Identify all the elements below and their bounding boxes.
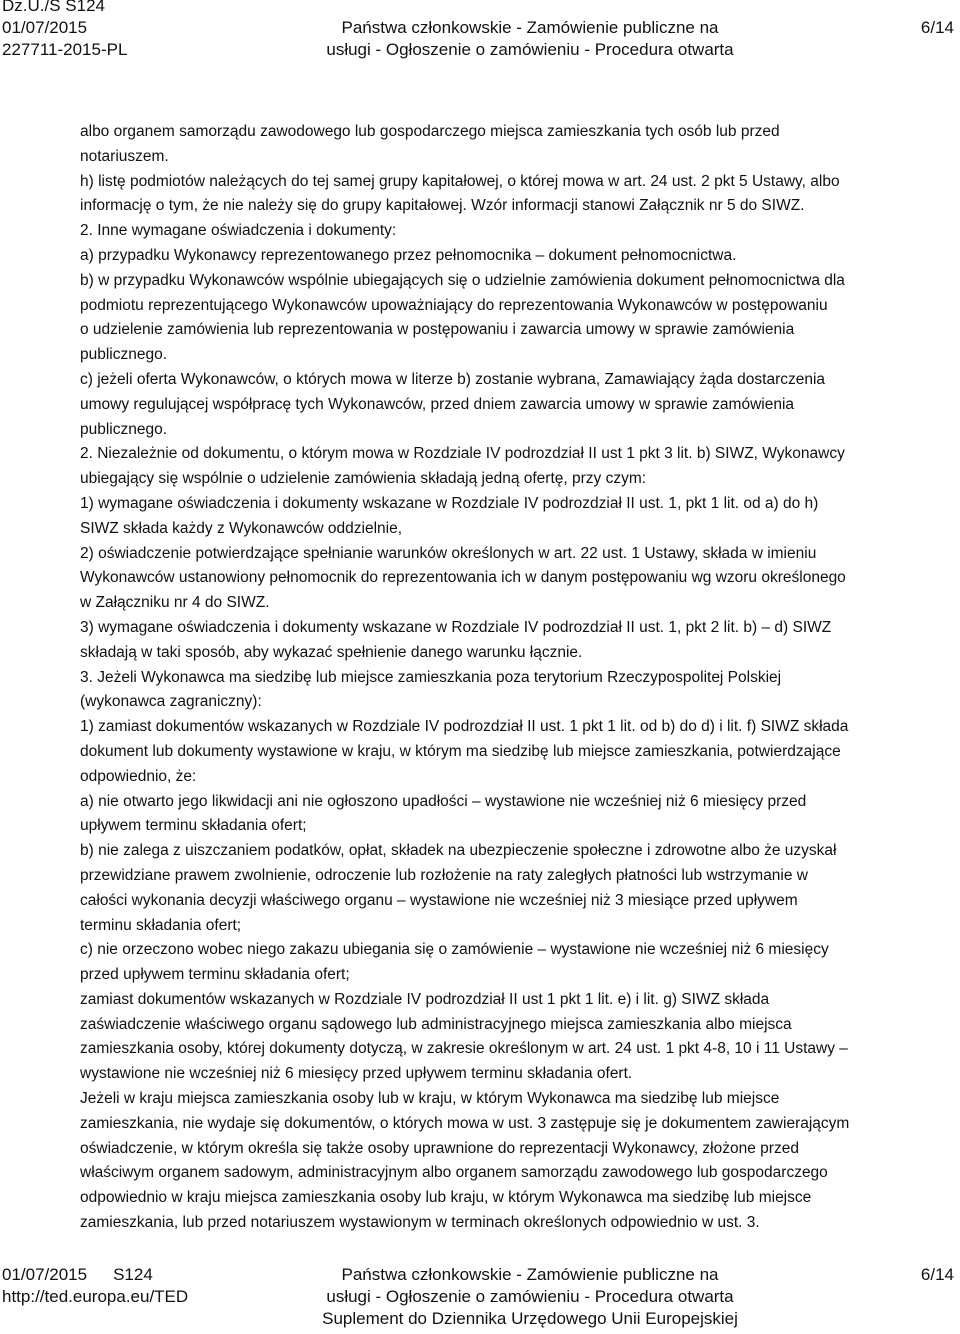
body-line: b) w przypadku Wykonawców wspólnie ubiegających się o udzielnie zamówienia dokument pełnomocnictwa dla <box>80 271 845 289</box>
body-line: a) nie otwarto jego likwidacji ani nie ogłoszono upadłości – wystawione nie wcześniej niż 6 miesięcy przed <box>80 792 807 810</box>
header-right <box>921 0 954 39</box>
header-page-number: 6/14 <box>920 18 954 37</box>
body-line: odpowiednio w kraju miejsca zamieszkania osoby lub kraju, w którym Wykonawca ma siedzibę lub miejsce <box>80 1189 812 1207</box>
body-line: 2) oświadczenie potwierdzające spełnianie warunków określonych w art. 22 ust. 1 Ustawy, składa w imieniu <box>80 544 817 562</box>
body-line: całości wykonania decyzji właściwego organu – wystawione nie wcześniej niż 3 miesiące przed upływem <box>80 891 798 909</box>
footer-left <box>2 1264 188 1308</box>
footer-center <box>300 1264 760 1330</box>
body-line: odpowiednio, że: <box>80 767 197 785</box>
body-line: 3) wymagane oświadczenia i dokumenty wskazane w Rozdziale IV podrozdział II ust. 1, pkt 2 lit. b) – d) SIWZ <box>80 618 832 636</box>
body-line: c) jeżeli oferta Wykonawców, o których mowa w literze b) zostanie wybrana, Zamawiający żąda dostarczenia <box>80 370 826 388</box>
body-line: a) przypadku Wykonawcy reprezentowanego przez pełnomocnika – dokument pełnomocnictwa. <box>80 246 737 264</box>
body-line: w Załączniku nr 4 do SIWZ. <box>80 594 270 612</box>
publication-date: 01/07/2015 <box>2 18 88 37</box>
notice-body <box>80 120 960 1236</box>
header-center <box>300 0 760 61</box>
body-line: podmiotu reprezentującego Wykonawców upoważniający do reprezentowania Wykonawców w postępowaniu <box>80 296 828 314</box>
body-line: 1) zamiast dokumentów wskazanych w Rozdziale IV podrozdział II ust. 1 pkt 1 lit. od b) do d) i lit. f) SIWZ składa <box>80 718 849 736</box>
body-line: oświadczenie, w którym określa się także osoby uprawnione do reprezentacji Wykonawcy, złożone przed <box>80 1139 799 1157</box>
body-line: zamiast dokumentów wskazanych w Rozdziale IV podrozdział II ust 1 pkt 1 lit. e) i lit. g) SIWZ składa <box>80 990 770 1008</box>
body-line: umowy regulującej współpracę tych Wykonawców, przed dniem zawarcia umowy w sprawie zamówienia <box>80 395 795 413</box>
footer-date: 01/07/2015 <box>2 1265 88 1284</box>
body-line: zamieszkania, nie wydaje się dokumentów, o których mowa w ust. 3 zastępuje się je dokumentem zawierającym <box>80 1114 850 1132</box>
body-line: wystawione nie wcześniej niż 6 miesięcy przed upływem terminu składania ofert. <box>80 1065 633 1083</box>
footer-title-line-1: Państwa członkowskie - Zamówienie publiczne na <box>341 1265 719 1284</box>
footer-series: S124 <box>113 1265 153 1284</box>
body-line: zaświadczenie właściwego organu sądowego lub administracyjnego miejsca zamieszkania albo miejsca <box>80 1015 792 1033</box>
footer-right <box>921 1264 954 1286</box>
footer-title-line-3: Suplement do Dziennika Urzędowego Unii Europejskiej <box>322 1309 738 1328</box>
body-line: b) nie zalega z uiszczaniem podatków, opłat, składek na ubezpieczenie społeczne i zdrowotne albo że uzyskał <box>80 842 837 860</box>
body-line: 3. Jeżeli Wykonawca ma siedzibę lub miejsce zamieszkania poza terytorium Rzeczypospolitej Polskiej <box>80 668 782 686</box>
body-line: SIWZ składa każdy z Wykonawców oddzielnie, <box>80 519 403 537</box>
body-line: Jeżeli w kraju miejsca zamieszkania osoby lub w kraju, w którym Wykonawca ma siedzibę lub miejsce <box>80 1090 780 1108</box>
page-header <box>0 0 960 65</box>
body-line: informację o tym, że nie należy się do grupy kapitałowej. Wzór informacji stanowi Załącznik nr 5 do SIWZ. <box>80 197 805 215</box>
footer-url[interactable]: http://ted.europa.eu/TED <box>2 1287 189 1306</box>
body-line: składają w taki sposób, aby wykazać spełnienie danego warunku łącznie. <box>80 643 583 661</box>
body-line: publicznego. <box>80 420 168 438</box>
footer-page-number: 6/14 <box>920 1265 954 1284</box>
body-line: przewidziane prawem zwolnienie, odroczenie lub rozłożenie na raty zaległych płatności lub wstrzymanie w <box>80 866 808 884</box>
body-line: zamieszkania osoby, której dokumenty dotyczą, w zakresie określonym w art. 24 ust. 1 pkt 4-8, 10 i 11 Ustawy – <box>80 1040 848 1058</box>
body-line: 2. Inne wymagane oświadczenia i dokumenty: <box>80 222 397 240</box>
footer-title-line-2: usługi - Ogłoszenie o zamówieniu - Procedura otwarta <box>326 1287 734 1306</box>
body-line: właściwym organem sadowym, administracyjnym albo organem samorządu zawodowego lub gospodarczego <box>80 1164 828 1182</box>
body-line: (wykonawca zagraniczny): <box>80 693 262 711</box>
body-line: ubiegający się wspólnie o udzielenie zamówienia składają jedną ofertę, przy czym: <box>80 470 647 488</box>
header-title-line-1: Państwa członkowskie - Zamówienie publiczne na <box>341 18 719 37</box>
body-line: zamieszkania, lub przed notariuszem wystawionym w terminach określonych odpowiednio w ust. 3. <box>80 1214 760 1232</box>
body-line: terminu składania ofert; <box>80 916 242 934</box>
body-line: notariuszem. <box>80 147 169 165</box>
page-footer <box>0 1264 960 1334</box>
journal-ref: Dz.U./S S124 <box>2 0 105 15</box>
body-line: albo organem samorządu zawodowego lub gospodarczego miejsca zamieszkania tych osób lub przed <box>80 123 780 140</box>
body-line: upływem terminu składania ofert; <box>80 817 307 835</box>
header-left <box>2 0 127 61</box>
body-line: publicznego. <box>80 346 168 364</box>
body-line: 2. Niezależnie od dokumentu, o którym mowa w Rozdziale IV podrozdział II ust 1 pkt 3 lit. b) SIWZ, Wykonawcy <box>80 445 845 463</box>
header-title-line-2: usługi - Ogłoszenie o zamówieniu - Procedura otwarta <box>326 40 734 59</box>
body-line: o udzielenie zamówienia lub reprezentowania w postępowaniu i zawarcia umowy w sprawie zamówienia <box>80 321 795 339</box>
notice-number: 227711-2015-PL <box>2 40 128 59</box>
body-line: h) listę podmiotów należących do tej samej grupy kapitałowej, o której mowa w art. 24 ust. 2 pkt 5 Ustawy, albo <box>80 172 840 190</box>
body-line: 1) wymagane oświadczenia i dokumenty wskazane w Rozdziale IV podrozdział II ust. 1, pkt 1 lit. od a) do h) <box>80 494 819 512</box>
body-line: c) nie orzeczono wobec niego zakazu ubiegania się o zamówienie – wystawione nie wcześniej niż 6 miesięcy <box>80 941 829 959</box>
body-line: Wykonawców ustanowiony pełnomocnik do reprezentowania ich w danym postępowaniu wg wzoru określonego <box>80 569 846 587</box>
body-line: przed upływem terminu składania ofert; <box>80 966 350 984</box>
body-line: dokument lub dokumenty wystawione w kraju, w którym ma siedzibę lub miejsce zamieszkania, potwierdzające <box>80 742 841 760</box>
